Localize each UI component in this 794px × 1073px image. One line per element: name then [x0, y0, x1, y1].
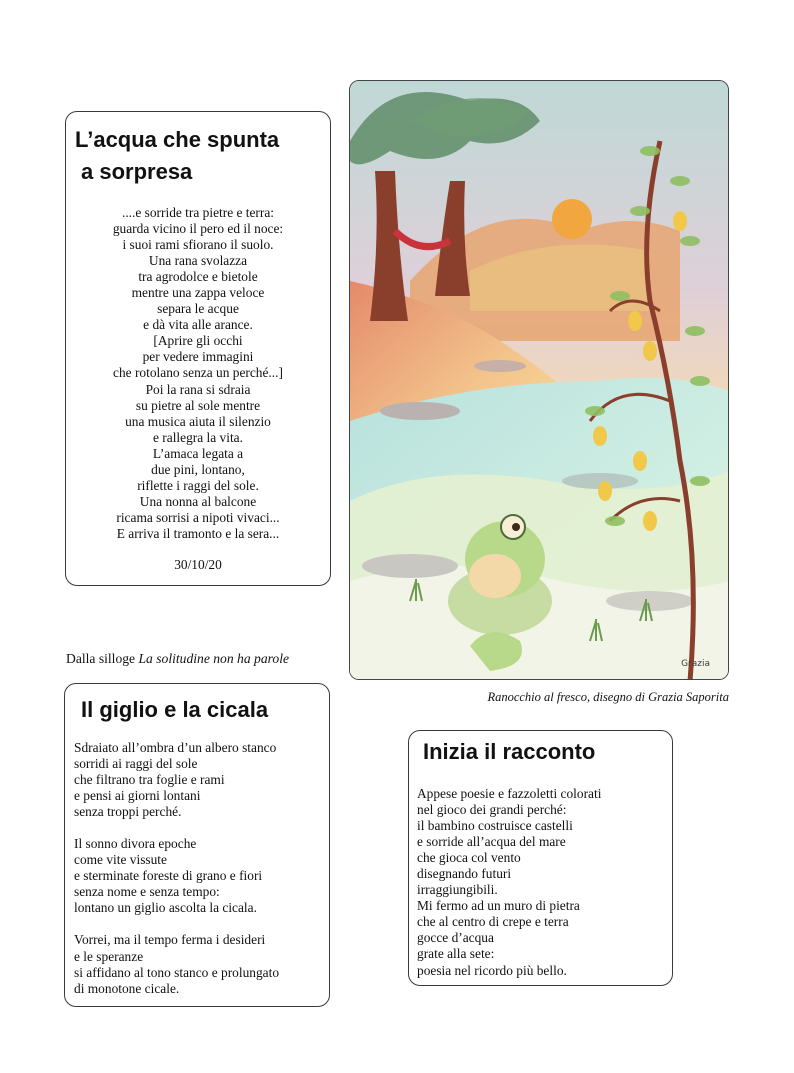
poem-line: grate alla sete:	[417, 946, 495, 962]
poem-line: che gioca col vento	[417, 850, 521, 866]
artist-signature: Grazia	[681, 659, 710, 669]
poem-title-line-1: L’acqua che spunta	[75, 127, 280, 152]
poem-stanza	[74, 836, 279, 916]
poem-line: E arriva il tramonto e la sera...	[116, 525, 280, 541]
poem-line: e dà vita alle arance.	[143, 317, 253, 333]
poem-line: e sorride all’acqua del mare	[417, 834, 566, 850]
poem-line: di monotone cicale.	[74, 980, 180, 996]
poem-line: e pensi ai giorni lontani	[74, 788, 201, 804]
poem-body	[74, 740, 279, 997]
poem-line: su pietre al sole mentre	[135, 397, 261, 413]
poem-line: Appese poesie e fazzoletti colorati	[417, 786, 602, 801]
poem-title: Inizia il racconto	[423, 739, 596, 764]
book-title: La solitudine non ha parole	[138, 651, 290, 666]
poem-line: Vorrei, ma il tempo ferma i desideri	[74, 932, 266, 948]
poem-card-giglio	[64, 683, 330, 1007]
collection-source	[66, 651, 289, 667]
poem-line: gocce d’acqua	[417, 930, 494, 946]
poem-line: mentre una zappa veloce	[131, 285, 265, 301]
poem-title-line-2: a sorpresa	[81, 159, 193, 184]
poem-line: come vite vissute	[74, 852, 167, 868]
poem-body	[417, 786, 601, 979]
poem-line: che rotolano senza un perché...]	[113, 365, 283, 381]
poem-card-racconto	[408, 730, 673, 986]
poem-line: il bambino costruisce castelli	[417, 818, 573, 834]
illustration-frog	[349, 80, 729, 680]
frog-drawing	[350, 81, 729, 680]
poem-stanza	[74, 932, 279, 996]
poem-line: irraggiungibili.	[417, 882, 498, 898]
poem-line: Mi fermo ad un muro di pietra	[417, 898, 580, 914]
poem-line: i suoi rami sfiorano il suolo.	[122, 237, 274, 253]
poem-line: separa le acque	[157, 301, 239, 317]
poem-line: una musica aiuta il silenzio	[125, 413, 271, 429]
poem-line: nel gioco dei grandi perché:	[417, 802, 567, 818]
poem-line: [Aprire gli occhi	[153, 333, 243, 349]
poem-line: due pini, lontano,	[151, 461, 245, 477]
poem-line: Sdraiato all’ombra d’un albero stanco	[74, 740, 277, 755]
poem-line: tra agrodolce e bietole	[138, 269, 258, 285]
poem-line: si affidano al tono stanco e prolungato	[74, 964, 280, 980]
poem-line: ricama sorrisi a nipoti vivaci...	[116, 509, 280, 525]
poem-line: senza troppi perché.	[74, 804, 182, 820]
poem-line: Una rana svolazza	[148, 253, 248, 269]
poem-line: riflette i raggi del sole.	[137, 477, 259, 493]
poem-line: e le speranze	[74, 948, 144, 964]
poem-date: 30/10/20	[174, 557, 222, 572]
poem-line: che al centro di crepe e terra	[417, 914, 569, 930]
poem-line: senza nome e senza tempo:	[74, 884, 220, 900]
poem-stanza	[74, 740, 279, 820]
poem-line: sorridi ai raggi del sole	[74, 756, 198, 772]
poem-line: che filtrano tra foglie e rami	[74, 772, 225, 788]
poem-line: Una nonna al balcone	[139, 493, 257, 509]
illustration-caption: Ranocchio al fresco, disegno di Grazia Saporita	[487, 690, 729, 704]
poem-line: e sterminate foreste di grano e fiori	[74, 868, 263, 884]
poem-card-acqua	[65, 111, 331, 586]
poem-body	[66, 205, 330, 542]
poem-line: poesia nel ricordo più bello.	[417, 962, 567, 978]
poem-line: per vedere immagini	[142, 349, 254, 365]
poem-line: e rallegra la vita.	[153, 429, 243, 445]
poem-line: ....e sorride tra pietre e terra:	[121, 205, 275, 220]
poem-line: Poi la rana si sdraia	[145, 381, 251, 397]
source-prefix: Dalla silloge	[66, 651, 139, 666]
poem-title: Il giglio e la cicala	[81, 697, 269, 722]
poem-line: lontano un giglio ascolta la cicala.	[74, 900, 257, 916]
poem-line: guarda vicino il pero ed il noce:	[112, 221, 284, 237]
poem-line: disegnando futuri	[417, 866, 512, 882]
poem-line: L’amaca legata a	[152, 445, 244, 461]
poem-title	[75, 124, 279, 188]
poem-line: Il sonno divora epoche	[74, 836, 197, 852]
